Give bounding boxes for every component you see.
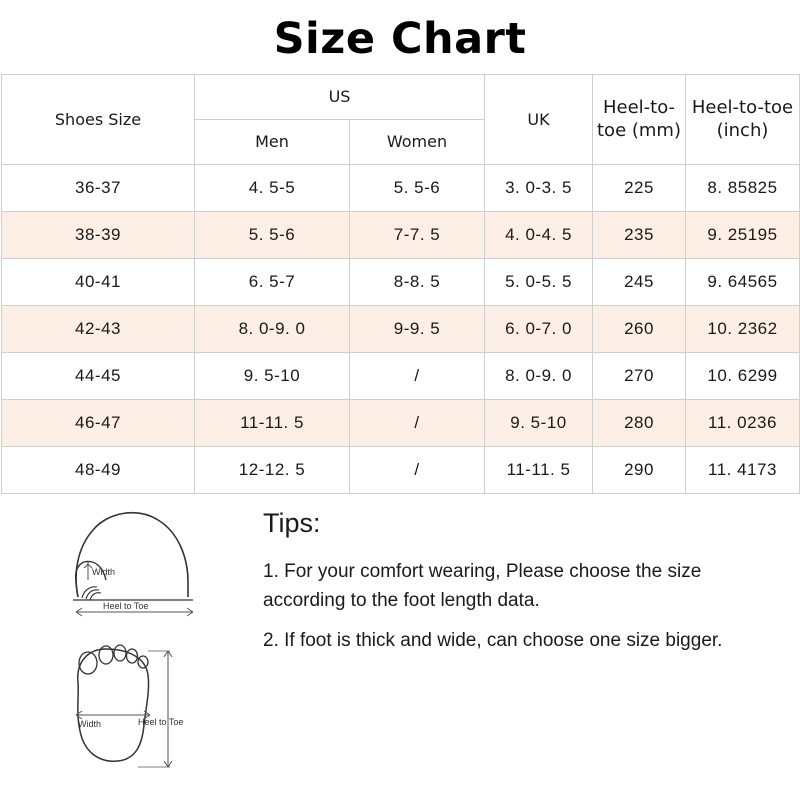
cell-inch: 9. 25195 xyxy=(686,212,800,259)
bottom-section xyxy=(0,494,800,787)
cell-us-men: 5. 5-6 xyxy=(195,212,350,259)
table-row xyxy=(2,212,800,259)
header-heel-mm: Heel-to-toe (mm) xyxy=(593,75,686,165)
cell-size: 40-41 xyxy=(2,259,195,306)
header-us-men: Men xyxy=(195,120,350,165)
cell-uk: 5. 0-5. 5 xyxy=(485,259,593,306)
cell-mm: 225 xyxy=(593,165,686,212)
cell-size: 36-37 xyxy=(2,165,195,212)
cell-inch: 11. 4173 xyxy=(686,447,800,494)
page-title: Size Chart xyxy=(273,14,527,64)
header-us: US xyxy=(195,75,485,120)
foot-side-view-diagram xyxy=(18,502,238,627)
table-row xyxy=(2,400,800,447)
cell-mm: 290 xyxy=(593,447,686,494)
cell-us-women: / xyxy=(350,447,485,494)
cell-inch: 11. 0236 xyxy=(686,400,800,447)
tip-item-1: 1. For your comfort wearing, Please choose the size according to the foot length data. xyxy=(263,561,702,612)
top-view-length-label: Heel to Toe xyxy=(138,717,184,727)
cell-uk: 8. 0-9. 0 xyxy=(485,353,593,400)
tip-item-2: 2. If foot is thick and wide, can choose one size bigger. xyxy=(263,629,723,651)
cell-us-men: 9. 5-10 xyxy=(195,353,350,400)
side-view-length-label: Heel to Toe xyxy=(103,601,149,611)
cell-inch: 8. 85825 xyxy=(686,165,800,212)
cell-uk: 6. 0-7. 0 xyxy=(485,306,593,353)
header-heel-inch: Heel-to-toe (inch) xyxy=(686,75,800,165)
cell-uk: 11-11. 5 xyxy=(485,447,593,494)
cell-uk: 3. 0-3. 5 xyxy=(485,165,593,212)
cell-inch: 10. 6299 xyxy=(686,353,800,400)
cell-mm: 245 xyxy=(593,259,686,306)
cell-mm: 270 xyxy=(593,353,686,400)
cell-size: 44-45 xyxy=(2,353,195,400)
cell-mm: 260 xyxy=(593,306,686,353)
cell-size: 46-47 xyxy=(2,400,195,447)
cell-size: 38-39 xyxy=(2,212,195,259)
cell-us-men: 12-12. 5 xyxy=(195,447,350,494)
table-row xyxy=(2,259,800,306)
cell-us-women: 8-8. 5 xyxy=(350,259,485,306)
cell-inch: 10. 2362 xyxy=(686,306,800,353)
header-shoes-size: Shoes Size xyxy=(2,75,195,165)
table-row xyxy=(2,306,800,353)
cell-uk: 9. 5-10 xyxy=(485,400,593,447)
top-view-width-label: Width xyxy=(78,719,102,729)
cell-inch: 9. 64565 xyxy=(686,259,800,306)
cell-us-women: 7-7. 5 xyxy=(350,212,485,259)
table-row xyxy=(2,447,800,494)
side-view-width-label: Width xyxy=(92,567,116,577)
cell-mm: 280 xyxy=(593,400,686,447)
cell-us-men: 8. 0-9. 0 xyxy=(195,306,350,353)
cell-us-women: / xyxy=(350,353,485,400)
cell-us-men: 4. 5-5 xyxy=(195,165,350,212)
cell-mm: 235 xyxy=(593,212,686,259)
foot-top-view-diagram xyxy=(18,627,248,787)
tips-heading: Tips: xyxy=(263,508,321,538)
header-us-women: Women xyxy=(350,120,485,165)
size-chart-table xyxy=(1,74,800,494)
tips-section xyxy=(255,502,800,787)
cell-uk: 4. 0-4. 5 xyxy=(485,212,593,259)
cell-us-women: 5. 5-6 xyxy=(350,165,485,212)
cell-us-men: 11-11. 5 xyxy=(195,400,350,447)
table-row xyxy=(2,353,800,400)
cell-us-men: 6. 5-7 xyxy=(195,259,350,306)
cell-us-women: 9-9. 5 xyxy=(350,306,485,353)
table-header-row-1 xyxy=(2,75,800,120)
cell-size: 48-49 xyxy=(2,447,195,494)
cell-us-women: / xyxy=(350,400,485,447)
header-uk: UK xyxy=(485,75,593,165)
cell-size: 42-43 xyxy=(2,306,195,353)
table-row xyxy=(2,165,800,212)
foot-diagrams xyxy=(0,502,255,787)
